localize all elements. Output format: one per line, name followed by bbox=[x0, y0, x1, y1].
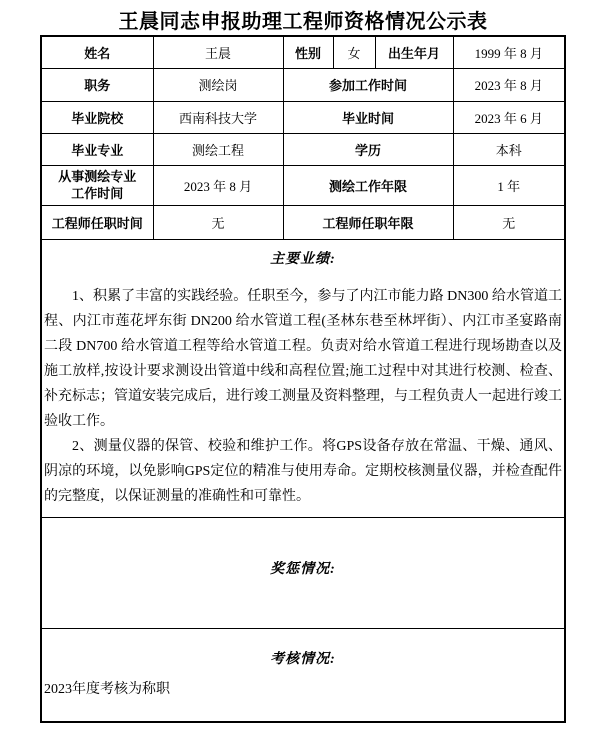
table-row bbox=[41, 68, 565, 101]
achievements-paragraph: 1、积累了丰富的实践经验。任职至今，参与了内江市能力路 DN300 给水管道工程、内江市莲花坪东街 DN200 给水管道工程(圣林东巷至林坪街）、内江市圣宴路南二段 DN700 给水管道工程等给水管道工程。负责对给水管道工程进行现场勘查以及施工放样,按设计要求测设出管道中线和高程位置;施工过程中对其进行校测、检查、补充标志；管道安装完成后，进行竣工测量及资料整理，与工程负责人一起进行竣工验收工作。 bbox=[44, 288, 562, 429]
degree-label: 学历 bbox=[283, 133, 453, 165]
engineer-start-label: 工程师任职时间 bbox=[41, 205, 153, 239]
name-value: 王晨 bbox=[153, 36, 283, 68]
birth-value: 1999 年 8 月 bbox=[453, 36, 565, 68]
table-row bbox=[41, 36, 565, 68]
assessment-section bbox=[41, 628, 565, 722]
engineer-years-label: 工程师任职年限 bbox=[283, 205, 453, 239]
gender-label: 性别 bbox=[283, 36, 333, 68]
birth-label: 出生年月 bbox=[375, 36, 453, 68]
achievements-section bbox=[41, 239, 565, 517]
engineer-years-value: 无 bbox=[453, 205, 565, 239]
major-value: 测绘工程 bbox=[153, 133, 283, 165]
school-value: 西南科技大学 bbox=[153, 101, 283, 133]
surveying-start-value: 2023 年 8 月 bbox=[153, 165, 283, 205]
work-start-label: 参加工作时间 bbox=[283, 68, 453, 101]
table-row bbox=[41, 628, 565, 722]
work-start-value: 2023 年 8 月 bbox=[453, 68, 565, 101]
page-title: 王晨同志申报助理工程师资格情况公示表 bbox=[118, 11, 488, 33]
assessment-body: 2023年度考核为称职 bbox=[44, 681, 170, 697]
gender-value: 女 bbox=[333, 36, 375, 68]
table-row bbox=[41, 101, 565, 133]
table-row bbox=[41, 239, 565, 517]
surveying-years-label: 测绘工作年限 bbox=[283, 165, 453, 205]
rewards-section bbox=[41, 517, 565, 628]
qualification-form-table bbox=[40, 35, 566, 723]
school-label: 毕业院校 bbox=[41, 101, 153, 133]
major-label: 毕业专业 bbox=[41, 133, 153, 165]
table-row bbox=[41, 517, 565, 628]
surveying-start-label-text: 从事测绘专业工作时间 bbox=[58, 169, 137, 201]
engineer-start-value: 无 bbox=[153, 205, 283, 239]
achievements-heading: 主要业绩: bbox=[270, 251, 336, 267]
surveying-start-label bbox=[41, 165, 153, 205]
table-row bbox=[41, 205, 565, 239]
achievements-body bbox=[44, 284, 562, 509]
table-row bbox=[41, 133, 565, 165]
degree-value: 本科 bbox=[453, 133, 565, 165]
graduation-label: 毕业时间 bbox=[283, 101, 453, 133]
position-value: 测绘岗 bbox=[153, 68, 283, 101]
rewards-heading: 奖惩情况: bbox=[270, 562, 336, 577]
table-row bbox=[41, 165, 565, 205]
achievements-paragraph: 2、测量仪器的保管、校验和维护工作。将GPS设备存放在常温、干燥、通风、阴凉的环境，以免影响GPS定位的精准与使用寿命。定期校核测量仪器，并检查配件的完整度，以保证测量的准确性和可靠性。 bbox=[44, 438, 562, 504]
surveying-years-value: 1 年 bbox=[453, 165, 565, 205]
graduation-value: 2023 年 6 月 bbox=[453, 101, 565, 133]
position-label: 职务 bbox=[41, 68, 153, 101]
assessment-heading: 考核情况: bbox=[270, 651, 336, 667]
name-label: 姓名 bbox=[41, 36, 153, 68]
